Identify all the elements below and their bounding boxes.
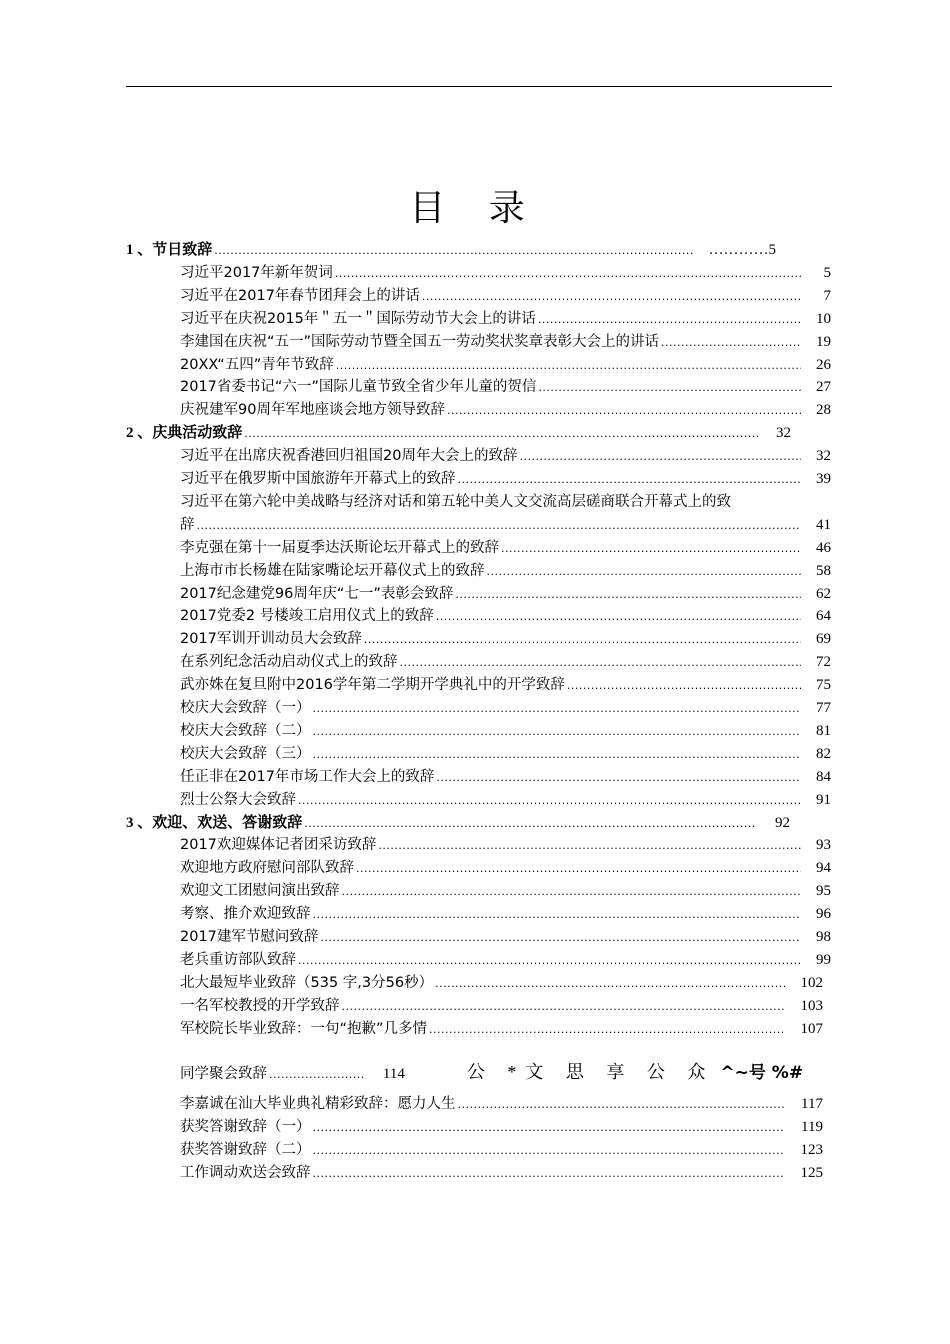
toc-entry-label: 校庆大会致辞（三） [180, 745, 311, 762]
toc-entry[interactable] [180, 880, 831, 902]
toc-entry-label: 习近平在出席庆祝香港回归祖国20周年大会上的致辞 [180, 448, 518, 465]
toc-entry[interactable] [180, 1093, 823, 1115]
toc-entry-page: 84 [816, 768, 831, 785]
toc-entry-page: 69 [816, 631, 831, 648]
toc-leader-dots [244, 423, 758, 444]
toc-entry-page: 39 [816, 471, 831, 487]
toc-entry-page: 62 [816, 585, 831, 602]
toc-entry[interactable] [180, 399, 831, 421]
toc-entry-label: 李嘉诚在汕大毕业典礼精彩致辞：愿力人生 [180, 1096, 456, 1112]
toc-leader-dots [313, 721, 802, 742]
toc-entry[interactable] [180, 468, 831, 490]
toc-entry-page: 77 [816, 700, 831, 716]
toc-entry-page: 32 [816, 448, 831, 465]
toc-entry-page: 41 [816, 516, 831, 533]
toc-entry-label: 2017省委书记“六一”国际儿童节致全省少年儿童的贺信 [180, 379, 537, 396]
toc-leader-dots [342, 996, 786, 1017]
toc-entry-label: 校庆大会致辞（一） [180, 700, 311, 716]
toc-entry[interactable] [180, 376, 831, 398]
toc-entry-page: 123 [800, 1141, 823, 1158]
toc-entry-label: 欢迎文工团慰问演出致辞 [180, 883, 340, 900]
toc-entry-label: 2017纪念建党96周年庆“七一”表彰会致辞 [180, 585, 454, 602]
toc-leader-dots [335, 263, 801, 284]
toc-entry-page: 64 [816, 608, 831, 625]
toc-leader-dots [567, 675, 801, 696]
toc-entry-label: 获奖答谢致辞（一） [180, 1118, 311, 1135]
toc-leader-dots [364, 629, 801, 650]
toc-entry-label: 工作调动欢送会致辞 [180, 1164, 311, 1181]
toc-entry-label: 习近平在庆祝2015年＂五一＂国际劳动节大会上的讲话 [180, 310, 536, 327]
toc-leader-dots [519, 446, 801, 467]
toc-entry-page: 19 [816, 333, 831, 350]
toc-leader-dots [661, 332, 801, 353]
toc-entry[interactable] [180, 1018, 823, 1040]
toc-entry-page: 93 [816, 837, 831, 854]
toc-section-separator: 、 [133, 242, 153, 258]
toc-entry[interactable] [180, 743, 831, 765]
toc-section-separator: 、 [133, 814, 153, 831]
toc-entry-label: 老兵重访部队致辞 [180, 951, 296, 968]
toc-entry[interactable] [180, 285, 831, 307]
toc-section-label [126, 422, 242, 444]
toc-leader-dots [313, 904, 802, 925]
toc-entry-page: 7 [823, 287, 831, 304]
toc-entry[interactable] [180, 262, 831, 284]
toc-entry[interactable] [180, 651, 831, 673]
toc-entry[interactable] [180, 605, 831, 627]
toc-leader-dots [298, 790, 801, 811]
toc-entry-label: 2017欢迎媒体记者团采访致辞 [180, 837, 377, 854]
toc-leader-dots [455, 584, 801, 605]
toc-section-title: 庆典活动致辞 [152, 425, 243, 442]
toc-entry-label: 习近平2017年新年贺词 [180, 264, 333, 281]
toc-entry[interactable] [180, 972, 823, 994]
toc-entry-label: 校庆大会致辞（二） [180, 722, 311, 739]
toc-leader-dots [313, 1140, 786, 1161]
toc-entry[interactable] [180, 583, 831, 605]
toc-entry-label: 李建国在庆祝“五一”国际劳动节暨全国五一劳动奖状奖章表彰大会上的讲话 [180, 333, 660, 350]
toc-entry[interactable] [180, 1116, 823, 1138]
toc-entry[interactable] [180, 1162, 823, 1184]
toc-entry-page: 119 [801, 1118, 823, 1135]
toc-entry-label: 2017党委2 号楼竣工启用仪式上的致辞 [180, 608, 434, 625]
toc-leader-dots [214, 240, 692, 261]
toc-entry-page: 81 [816, 722, 831, 739]
toc-leader-dots [298, 950, 801, 971]
toc-section-heading[interactable] [126, 422, 791, 444]
toc-entry-page: 96 [816, 906, 831, 923]
toc-entry-label-cont: 辞 [180, 516, 195, 533]
toc-entry-page: 10 [816, 310, 831, 327]
toc-section-heading[interactable] [126, 239, 776, 261]
toc-section-heading[interactable] [126, 812, 790, 834]
toc-entry-page: 91 [816, 791, 831, 808]
toc-entry[interactable] [180, 903, 831, 925]
toc-leader-dots [378, 835, 801, 856]
toc-leader-dots [304, 813, 757, 834]
toc-entry[interactable] [180, 949, 831, 971]
toc-entry-label: 庆祝建军90周年军地座谈会地方领导致辞 [180, 402, 445, 419]
toc-entry[interactable] [180, 1139, 823, 1161]
toc-entry[interactable] [180, 331, 831, 353]
toc-entry-page: 95 [816, 883, 831, 900]
toc-entry[interactable] [180, 674, 831, 696]
toc-entry-label: 一名军校教授的开学致辞 [180, 997, 340, 1014]
toc-entry-label: 同学聚会致辞 [180, 1066, 267, 1082]
toc-entry-label: 武亦姝在复旦附中2016学年第二学期开学典礼中的开学致辞 [180, 677, 565, 694]
toc-entry-page: 5 [823, 264, 831, 281]
toc-entry[interactable] [180, 560, 831, 582]
toc-leader-dots [487, 561, 802, 582]
toc-section-title: 节日致辞 [152, 242, 213, 258]
toc-entry-page: 46 [816, 539, 831, 556]
toc-leader-dots [320, 927, 801, 948]
toc-leader-dots [435, 973, 785, 994]
toc-entry-page: 107 [800, 1020, 823, 1037]
toc-leader-dots [313, 1117, 786, 1138]
toc-entry[interactable] [180, 766, 831, 788]
toc-leader-dots [538, 377, 801, 398]
toc-leader-dots [313, 1163, 786, 1184]
toc-leader-dots [538, 309, 801, 330]
toc-leader-dots [429, 1019, 785, 1040]
toc-entry-label: 军校院长毕业致辞：一句“抱歉”几多情 [180, 1020, 428, 1037]
toc-entry-label: 任正非在2017年市场工作大会上的致辞 [180, 768, 435, 785]
toc-section-label [126, 812, 302, 834]
toc-section-number: 1 [126, 242, 134, 258]
toc-entry[interactable] [180, 834, 831, 856]
toc-entry-page: 28 [816, 402, 831, 419]
toc-entry-label: 20XX“五四”青年节致辞 [180, 356, 334, 373]
toc-leader-dots: ........................ [269, 1068, 365, 1081]
toc-entry-page: 102 [800, 974, 823, 991]
toc-entry-page: 26 [816, 356, 831, 373]
toc-section-label [126, 239, 212, 261]
toc-entry-label: 考察、推介欢迎致辞 [180, 906, 311, 923]
toc-leader-dots [458, 469, 802, 490]
toc-leader-dots [458, 1094, 786, 1115]
toc-section-page: …………5 [708, 242, 776, 258]
toc-section-page: 32 [776, 425, 791, 442]
toc-leader-dots [197, 515, 802, 536]
toc-entry[interactable] [180, 720, 831, 742]
toc-leader-dots [436, 606, 801, 627]
toc-entry-page: 94 [816, 860, 831, 877]
toc-leader-dots [356, 858, 801, 879]
toc-section-number: 2 [126, 425, 134, 442]
toc-entry-label: 李克强在第十一届夏季达沃斯论坛开幕式上的致辞 [180, 539, 499, 556]
toc-entry-label: 2017建军节慰问致辞 [180, 929, 319, 945]
toc-entry-page: 82 [816, 745, 831, 762]
toc-entry[interactable] [180, 308, 831, 330]
toc-entry-label: 习近平在2017年春节团拜会上的讲话 [180, 287, 420, 304]
toc-entry-page: 99 [816, 951, 831, 968]
toc-leader-dots [400, 652, 802, 673]
toc-entry[interactable] [180, 995, 823, 1017]
toc-entry-page: 75 [816, 677, 831, 694]
toc-entry[interactable] [180, 789, 831, 811]
toc-entry-label: 烈士公祭大会致辞 [180, 791, 296, 808]
toc-leader-dots [436, 767, 801, 788]
toc-leader-dots [422, 286, 801, 307]
toc-leader-dots [313, 744, 802, 765]
toc-entry-page: 117 [801, 1096, 823, 1112]
toc-entry-page: 103 [800, 997, 823, 1014]
toc-section-page: 92 [775, 814, 790, 831]
toc-section-separator: 、 [133, 425, 153, 442]
watermark-text: 公 *文 思 享 公 众 [466, 1062, 715, 1082]
toc-section-number: 3 [126, 814, 134, 831]
toc-entry-page: 72 [816, 654, 831, 671]
toc-entry-page: 27 [816, 379, 831, 396]
toc-entry-page: 125 [800, 1164, 823, 1181]
toc-entry-label: 习近平在俄罗斯中国旅游年开幕式上的致辞 [180, 471, 456, 487]
toc-entry[interactable] [180, 697, 831, 719]
toc-entry[interactable] [180, 537, 831, 559]
toc-entry-label: 2017军训开训动员大会致辞 [180, 631, 362, 648]
toc-leader-dots [336, 355, 801, 376]
toc-entry-label: 获奖答谢致辞（二） [180, 1141, 311, 1158]
toc-entry-page: 114 [382, 1066, 405, 1082]
toc-entry-label: 欢迎地方政府慰问部队致辞 [180, 860, 354, 877]
toc-leader-dots [501, 538, 801, 559]
header-rule [126, 86, 832, 87]
toc-leader-dots [342, 881, 802, 902]
toc-leader-dots [447, 400, 801, 421]
watermark-tail: ^~号 %# [720, 1063, 804, 1083]
toc-entry-label: 习近平在第六轮中美战略与经济对话和第五轮中美人文交流高层磋商联合开幕式上的致 [180, 493, 731, 510]
toc-entry-continued[interactable] [180, 514, 831, 536]
toc-entry-special[interactable] [180, 1058, 830, 1083]
toc-entry[interactable] [180, 926, 831, 948]
toc-leader-dots [313, 698, 802, 719]
toc-entry[interactable] [180, 445, 831, 467]
toc-entry[interactable] [180, 628, 831, 650]
toc-entry-label: 上海市市长杨雄在陆家嘴论坛开幕仪式上的致辞 [180, 562, 485, 579]
toc-entry-page: 98 [816, 929, 831, 945]
toc-section-title: 欢迎、欢送、答谢致辞 [152, 814, 303, 831]
toc-entry-label: 北大最短毕业致辞（535 字,3分56秒） [180, 974, 434, 991]
toc-entry-label: 在系列纪念活动启动仪式上的致辞 [180, 654, 398, 671]
toc-entry-page: 58 [816, 562, 831, 579]
toc-entry[interactable] [180, 354, 831, 376]
toc-entry[interactable] [180, 491, 840, 513]
page-title: 目 录 [409, 188, 541, 229]
toc-entry[interactable] [180, 857, 831, 879]
